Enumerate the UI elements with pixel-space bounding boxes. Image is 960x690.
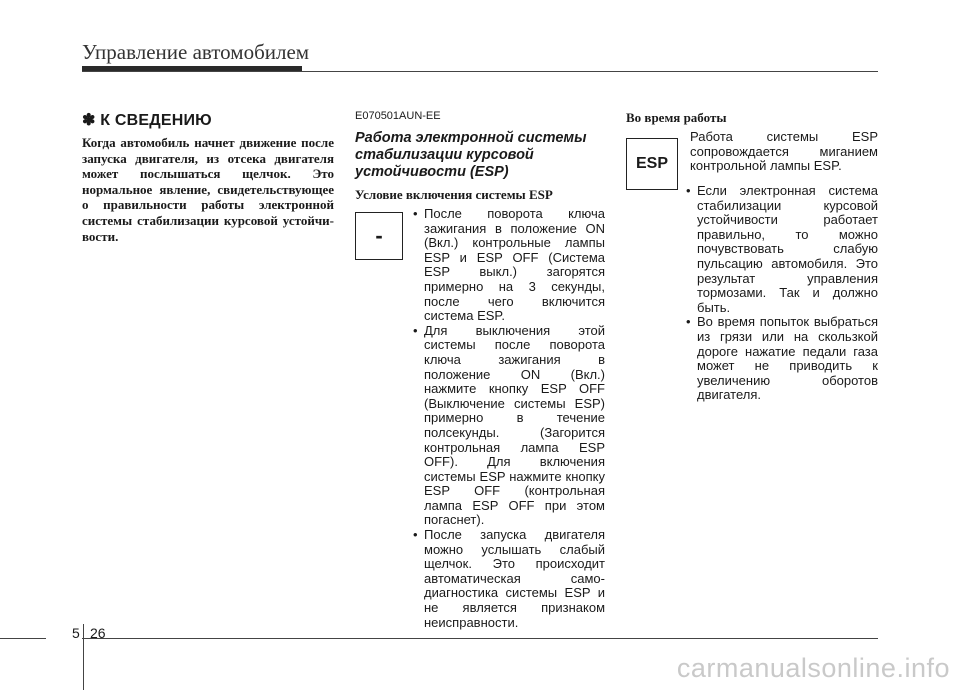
esp-indicator-icon: ESP [626,138,678,190]
operation-title: Во время работы [626,110,727,125]
caution-column [82,110,334,244]
caution-title: ✽ К СВЕДЕНИЮ [82,112,212,129]
list-item: • Если электронная система стабилизации курсовой устойчивости работает правильно, то можно почувствовать слабую пульсацию автомобиля. Это результат управления тормозами. Так и должно быть. [686,184,878,315]
operation-column [626,110,878,403]
caution-text: Когда автомобиль начнет движение после запуска двигателя, из отсека двигателя может послышаться щелчок. Это нормальное явление, свидетельствующее о правильности работы электронной системы стабилизации курсовой устойчи- вости. [82,135,334,244]
list-item: • Во время попыток выбраться из грязи или на скользкой дороге нажатие педали газа может не приводить к увеличению оборотов двигателя. [686,315,878,403]
footer-rule-left [0,638,46,639]
section-subtitle: Условие включения системы ESP [355,187,553,202]
esp-activation-column [355,110,605,630]
section-title: Работа электронной системы стабилизации курсовой устойчивости (ESP) [355,130,587,180]
section-code: E070501AUN-EE [355,110,441,122]
chapter-number: 5 [72,625,80,641]
operation-list [686,184,878,403]
page-number-divider [83,624,84,690]
list-item: • После запуска двигателя можно услышать слабый щелчок. Это происходит автоматическая само- диагностика системы ESP и не является признаком неисправности. [413,528,605,630]
operation-intro: Работа системы ESP сопровождается миганием контрольной лампы ESP. [690,129,878,174]
activation-list [413,207,605,630]
watermark: carmanualsonline.info [676,653,950,683]
page-number: 26 [90,625,106,641]
footer-rule [82,638,878,639]
header-rule [82,71,878,72]
list-item: • После поворота ключа зажигания в положение ON (Вкл.) контрольные лампы ESP и ESP OFF (Система ESP выкл.) загорятся примерно на 3 секунды, после чего включится система ESP. [413,207,605,324]
indicator-dash-icon: - [355,212,403,260]
page-header-title: Управление автомобилем [82,40,310,64]
list-item: • Для выключения этой системы после поворота ключа зажигания в положение ON (Вкл.) нажмите кнопку ESP OFF (Выключение системы ESP) примерно в течение полсекунды. (Загорится контрольная лампа ESP OFF). Для включения системы ESP нажмите кнопку ESP OFF (контрольная лампа ESP OFF при этом погаснет). [413,324,605,528]
